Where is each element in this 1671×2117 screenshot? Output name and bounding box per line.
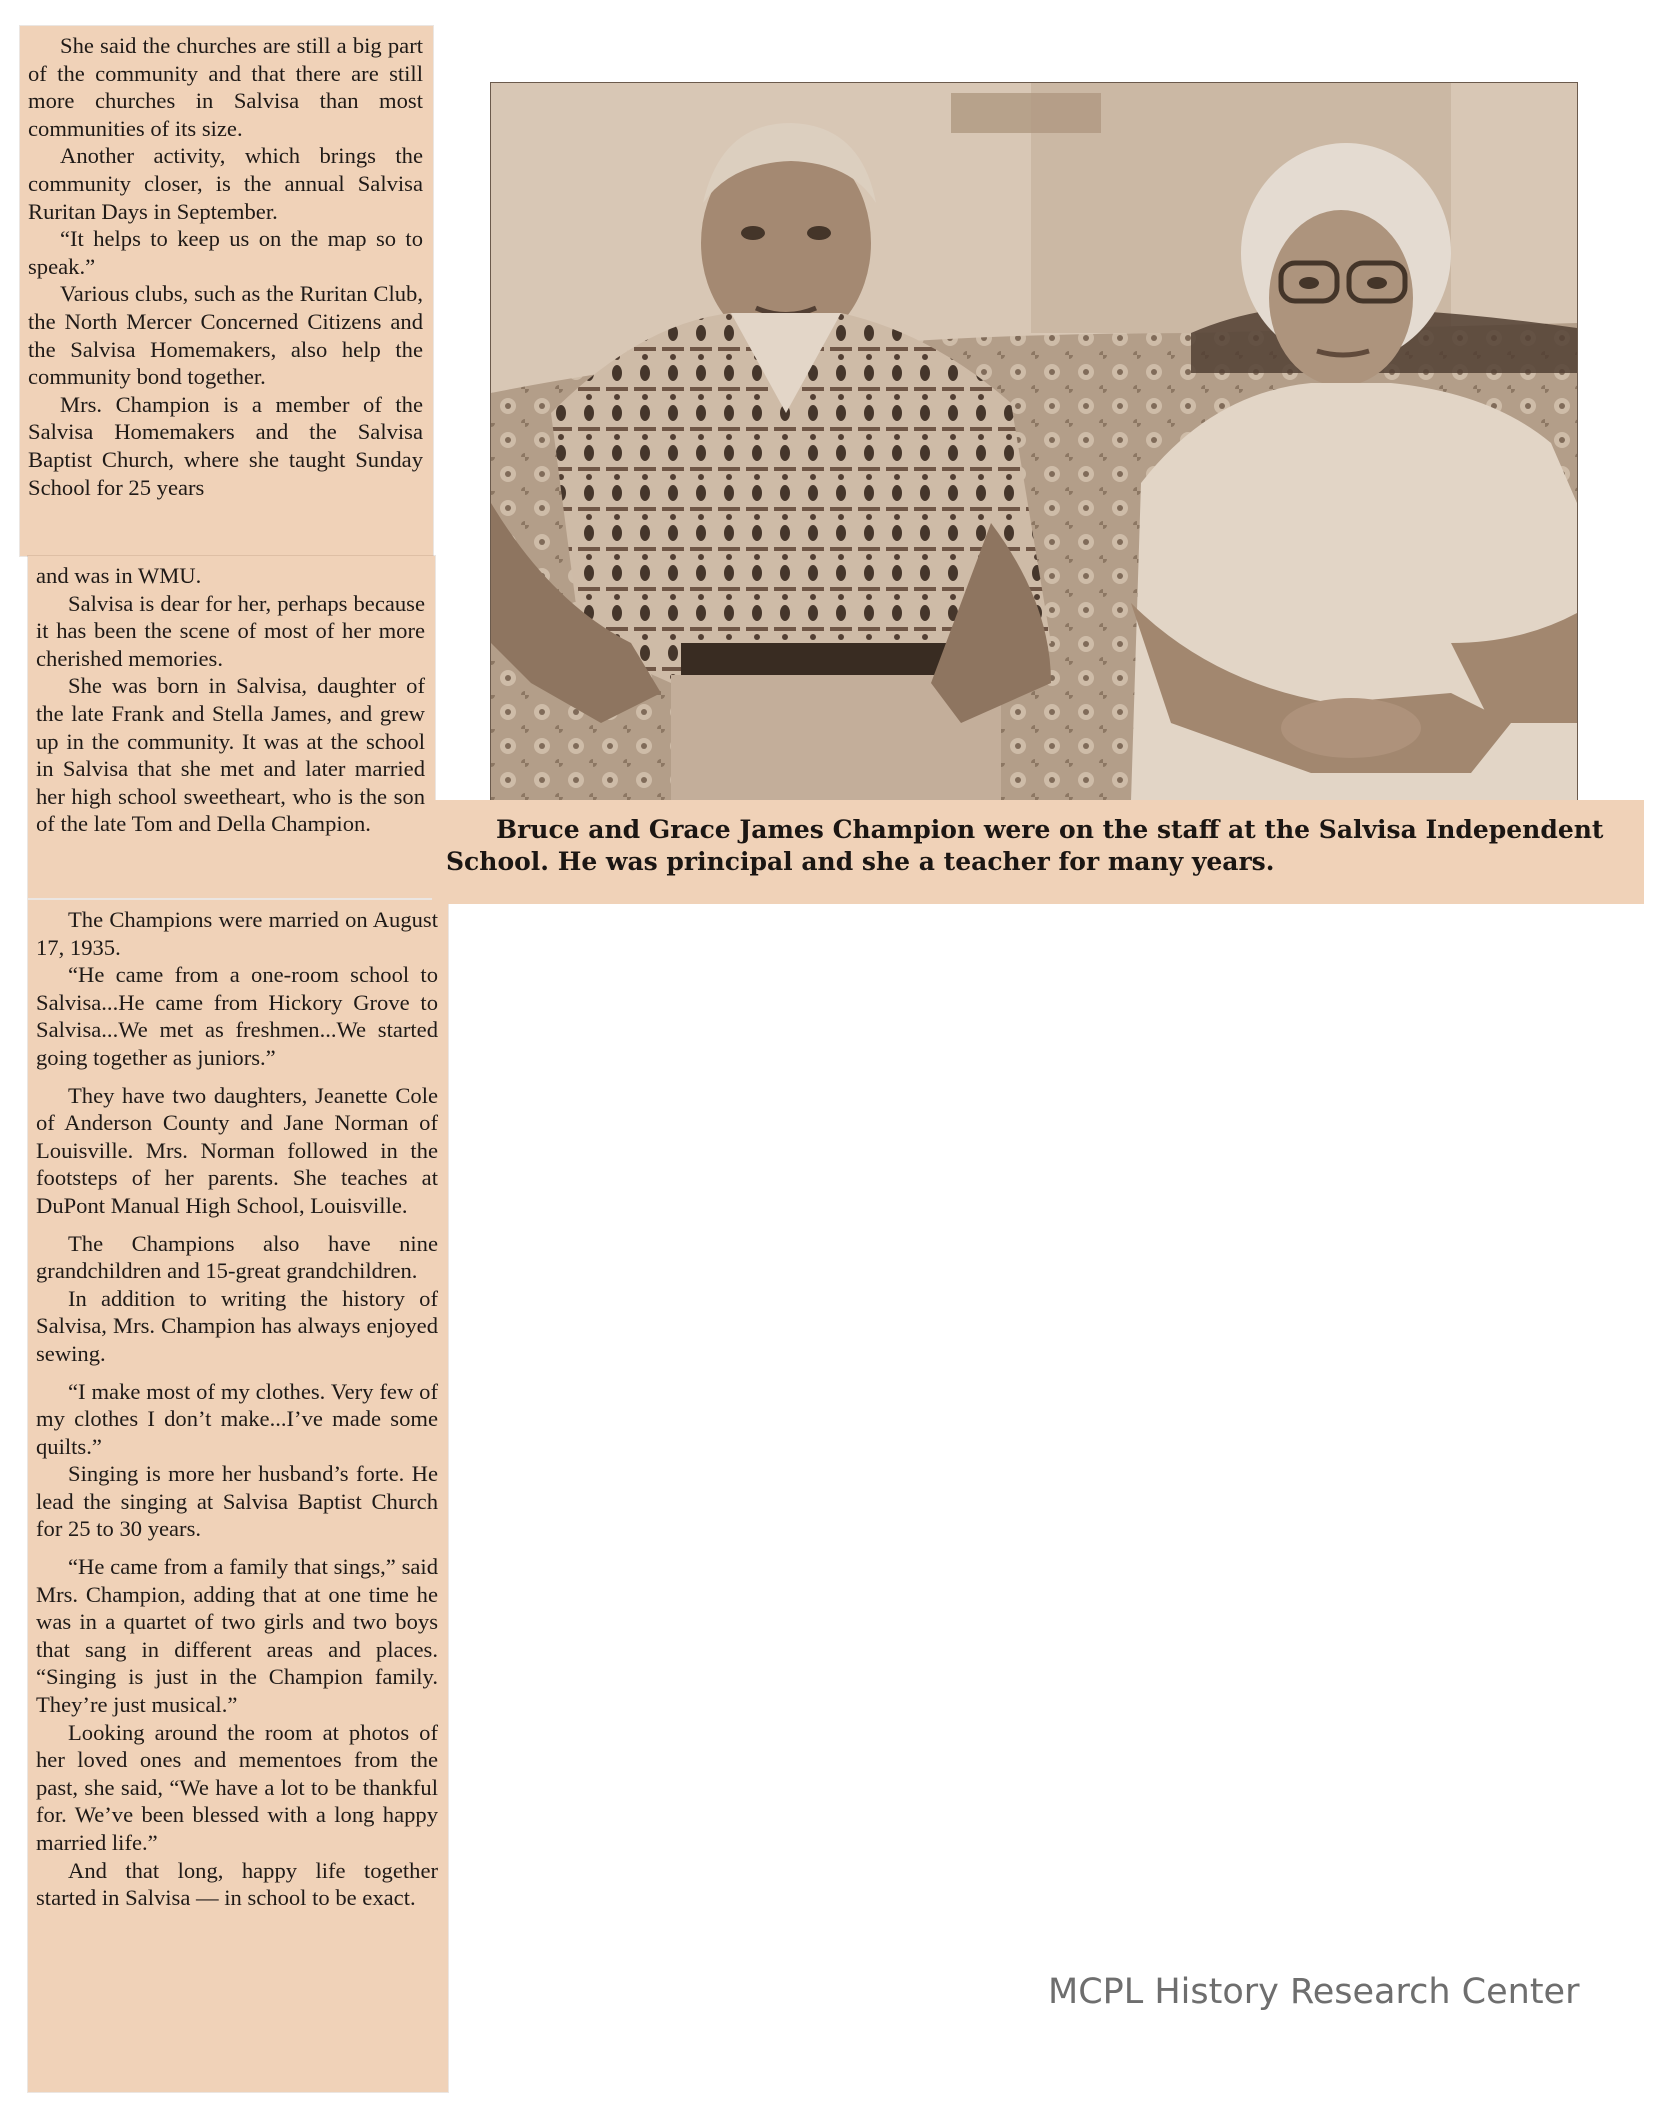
- paragraph: She was born in Salvisa, daughter of the late Frank and Stella James, and grew up in the community. It was at the school in Salvisa that she met and later married her high school sweetheart, who is the son of the late Tom and Della Champion.: [36, 673, 425, 837]
- paragraph: She said the churches are still a big part of the community and that there are still more churches in Salvisa than most communities of its size.: [28, 33, 423, 141]
- paragraph: The Champions were married on August 17, 1935.: [36, 907, 438, 960]
- photo-caption: [432, 800, 1644, 904]
- paragraph: They have two daughters, Jeanette Cole of Anderson County and Jane Norman of Louisville. Mrs. Norman followed in the footsteps of her parents. She teaches at DuPont Manual High School, Louisville.: [36, 1082, 438, 1218]
- paragraph: and was in WMU.: [36, 563, 202, 588]
- paragraph: And that long, happy life together started in Salvisa — in school to be exact.: [36, 1857, 438, 1911]
- photograph-illustration: [491, 83, 1577, 801]
- paragraph: “He came from a family that sings,” said Mrs. Champion, adding that at one time he was in a quartet of two girls and two boys that sang in different areas and places. “Singing is just in the Champion family. They’re just musical.”: [36, 1554, 438, 1718]
- article-column-part-3: [28, 900, 448, 2092]
- paragraph: Singing is more her husband’s forte. He lead the singing at Salvisa Baptist Church for 25 to 30 years.: [36, 1461, 438, 1542]
- paragraph: Salvisa is dear for her, perhaps because it has been the scene of most of her more cherished memories.: [36, 590, 425, 671]
- caption-line-1: Bruce and Grace James Champion were on the staff at the Salvisa Independent: [496, 815, 1604, 844]
- caption-line-2: School. He was principal and she a teacher for many years.: [446, 847, 1275, 876]
- paragraph: Various clubs, such as the Ruritan Club, the North Mercer Concerned Citizens and the Salvisa Homemakers, also help the community bond together.: [28, 281, 423, 390]
- paragraph: Mrs. Champion is a member of the Salvisa Homemakers and the Salvisa Baptist Church, where she taught Sunday School for 25 years: [28, 391, 423, 500]
- couple-photograph: [490, 82, 1578, 802]
- paragraph: “I make most of my clothes. Very few of my clothes I don’t make...I’ve made some quilts.”: [36, 1378, 438, 1459]
- paragraph: “It helps to keep us on the map so to speak.”: [28, 226, 423, 279]
- source-watermark: MCPL History Research Center: [1048, 1972, 1580, 2012]
- paragraph: Looking around the room at photos of her loved ones and mementoes from the past, she said, “We have a lot to be thankful for. We’ve been blessed with a long happy married life.”: [36, 1719, 438, 1855]
- paragraph: “He came from a one-room school to Salvisa...He came from Hickory Grove to Salvisa...We met as freshmen...We started going together as juniors.”: [36, 962, 438, 1070]
- article-column-part-1: [20, 26, 433, 556]
- paragraph: The Champions also have nine grandchildren and 15-great grandchildren.: [36, 1230, 438, 1284]
- article-column-part-2: [28, 556, 435, 898]
- paragraph: Another activity, which brings the community closer, is the annual Salvisa Ruritan Days in September.: [28, 143, 423, 224]
- paragraph: In addition to writing the history of Salvisa, Mrs. Champion has always enjoyed sewing.: [36, 1285, 438, 1366]
